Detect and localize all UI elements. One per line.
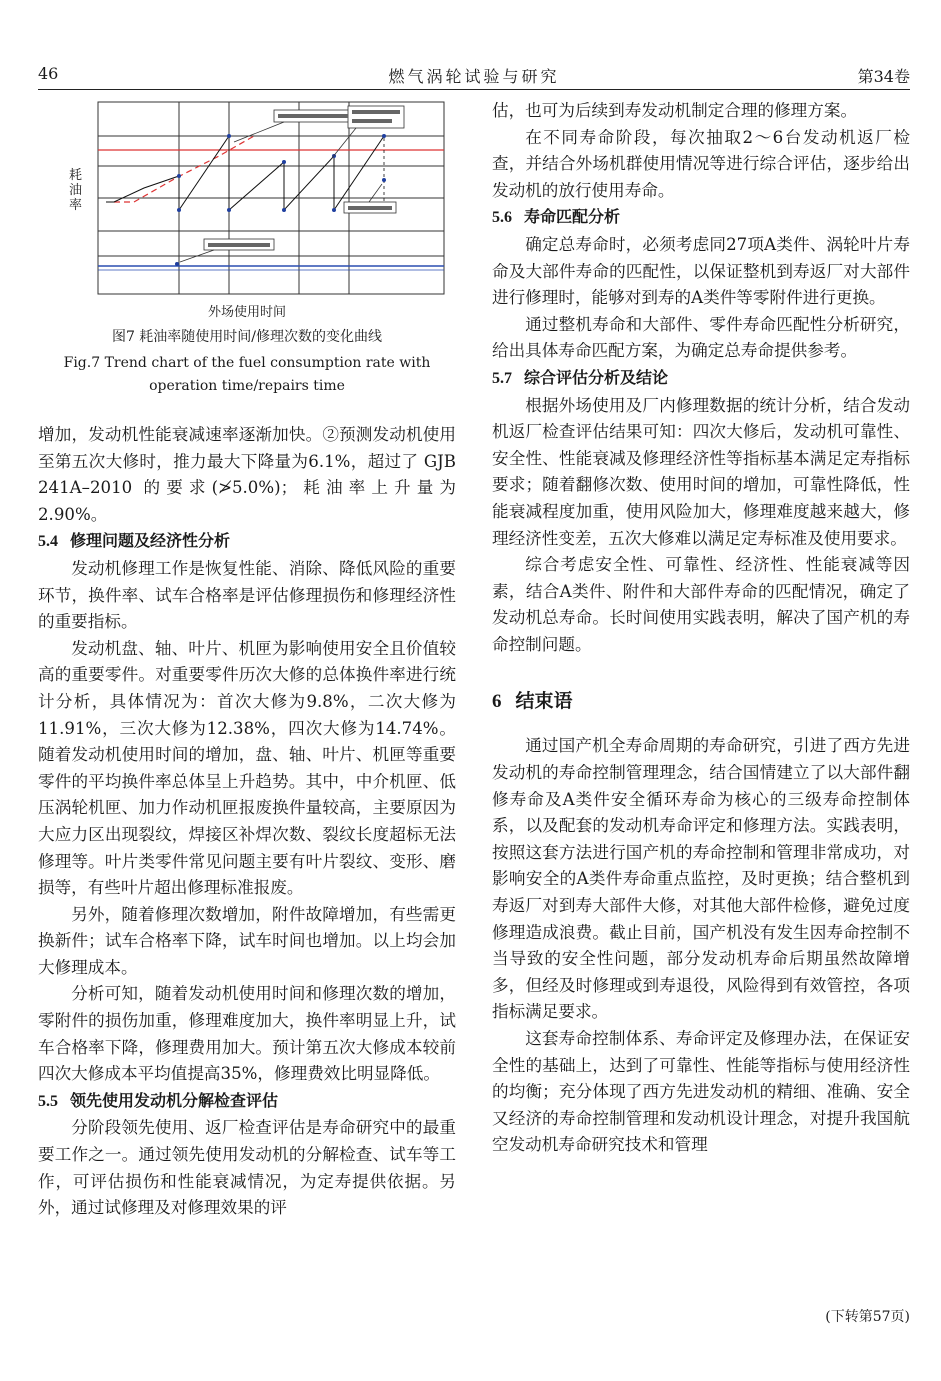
continued-note: (下转第57页)	[825, 1309, 910, 1325]
annotation-text-marks	[208, 110, 400, 247]
section-heading-5-5: 5.5 领先使用发动机分解检查评估	[38, 1090, 279, 1110]
paragraph: 分析可知，随着发动机使用时间和修理次数的增加，零附件的损伤加重，修理难度加大，换件率明显上升，试车合格率下降，修理费用加大。预计第五次大修成本较前四次大修成本平均值提高35%，修理费效比明显降低。	[38, 984, 456, 1084]
paragraph: 在不同寿命阶段，每次抽取2～6台发动机返厂检查，并结合外场机群使用情况等进行综合评估，逐步给出发动机的放行使用寿命。	[492, 127, 910, 200]
paragraph: 这套寿命控制体系、寿命评定及修理办法，在保证安全性的基础上，达到了可靠性、性能等指标与使用经济性的均衡；充分体现了西方先进发动机的精细、准确、安全又经济的寿命控制管理和发动机设计理念，对提升我国航空发动机寿命研究技术和管理	[492, 1029, 910, 1155]
annotation-boxes	[204, 106, 404, 250]
paragraph: 通过国产机全寿命周期的寿命研究，引进了西方先进发动机的寿命控制管理理念，结合国情建立了以大部件翻修寿命及A类件安全循环寿命为核心的三级寿命控制体系，以及配套的发动机寿命评定和修理方法。实践表明，按照这套方法进行国产机的寿命控制和管理非常成功，对影响安全的A类件寿命重点监控，及时更换；结合整机到寿返厂对到寿大部件大修，对其他大部件检修，避免过度修理造成浪费。截止目前，国产机没有发生因寿命控制不当导致的安全性问题，部分发动机寿命后期虽然故障增多，但经及时修理或到寿退役，风险得到有效管控，各项指标满足要求。	[492, 736, 910, 1022]
page-number: 46	[38, 64, 59, 83]
section-heading-6: 6 结束语	[492, 690, 573, 713]
chart-grid	[98, 102, 444, 294]
right-column	[492, 98, 910, 1159]
figure-caption-en-1: Fig.7 Trend chart of the fuel consumption rate with	[63, 355, 431, 371]
paragraph: 发动机修理工作是恢复性能、消除、降低风险的重要环节，换件率、试车合格率是评估修理损伤和修理经济性的重要指标。	[38, 558, 456, 632]
page-header	[38, 64, 910, 90]
fuel-rate-trend-chart	[94, 98, 454, 298]
paragraph: 分阶段领先使用、返厂检查评估是寿命研究中的最重要工作之一。通过领先使用发动机的分解检查、试车等工作，可评估损伤和性能衰减情况，为定寿提供依据。另外，通过试修理及对修理效果的评	[38, 1118, 456, 1218]
left-column	[38, 98, 456, 1222]
figure-caption-en-2: operation time/repairs time	[149, 378, 345, 394]
volume-label: 第34卷	[857, 67, 910, 86]
figure-x-label: 外场使用时间	[207, 305, 286, 320]
paragraph: 估，也可为后续到寿发动机制定合理的修理方案。	[492, 101, 858, 120]
section-heading-5-6: 5.6 寿命匹配分析	[492, 207, 621, 227]
sawtooth-curve	[106, 136, 384, 210]
paragraph: 另外，随着修理次数增加，附件故障增加，有些需更换新件；试车合格率下降，试车时间也增加。以上均会加大修理成本。	[38, 904, 456, 977]
paragraph: 确定总寿命时，必须考虑同27项A类件、涡轮叶片寿命及大部件寿命的匹配性，以保证整机到寿返厂对大部件进行修理时，能够对到寿的A类件等零附件进行更换。	[492, 234, 910, 308]
figure-7	[38, 98, 456, 408]
section-heading-5-7: 5.7 综合评估分析及结论	[492, 367, 669, 387]
figure-y-label: 耗油率	[69, 168, 83, 213]
journal-title: 燃气涡轮试验与研究	[388, 67, 560, 86]
section-heading-5-4: 5.4 修理问题及经济性分析	[38, 531, 231, 551]
figure-caption-cn: 图7 耗油率随使用时间/修理次数的变化曲线	[111, 329, 383, 345]
drop-lines	[179, 138, 384, 210]
paragraph: 通过整机寿命和大部件、零件寿命匹配性分析研究，给出具体寿命匹配方案，为确定总寿命提供参考。	[492, 314, 910, 361]
paragraph: 增加，发动机性能衰减速率逐渐加快。②预测发动机使用至第五次大修时，推力最大下降量为6.1%，超过了 GJB 241A–2010 的要求(≯5.0%)；耗油率上升量为2.90%。	[38, 425, 456, 524]
paragraph: 发动机盘、轴、叶片、机匣为影响使用安全且价值较高的重要零件。对重要零件历次大修的总体换件率进行统计分析，具体情况为：首次大修为9.8%，二次大修为11.91%，三次大修为12.38%，四次大修为14.74%。随着发动机使用时间的增加，盘、轴、叶片、机匣等重要零件的平均换件率总体呈上升趋势。其中，中介机匣、低压涡轮机匣、加力作动机匣报废换件量较高，主要原因为大应力区出现裂纹，焊接区补焊次数、裂纹长度超标无法修理等。叶片类零件常见问题主要有叶片裂纹、变形、磨损等，有些叶片超出修理标准报废。	[38, 638, 456, 898]
paragraph: 综合考虑安全性、可靠性、经济性、性能衰减等因素，结合A类件、附件和大部件寿命的匹配情况，确定了发动机总寿命。长时间使用实践表明，解决了国产机的寿命控制问题。	[492, 555, 910, 654]
paragraph: 根据外场使用及厂内修理数据的统计分析，结合发动机返厂检查评估结果可知：四次大修后，发动机可靠性、安全性、性能衰减及修理经济性等指标基本满足定寿指标要求；随着翻修次数、使用时间的增加，可靠性降低，性能衰减程度加重，使用风险加大，修理难度越来越大，修理经济性变差，五次大修难以满足定寿标准及使用要求。	[492, 395, 910, 548]
